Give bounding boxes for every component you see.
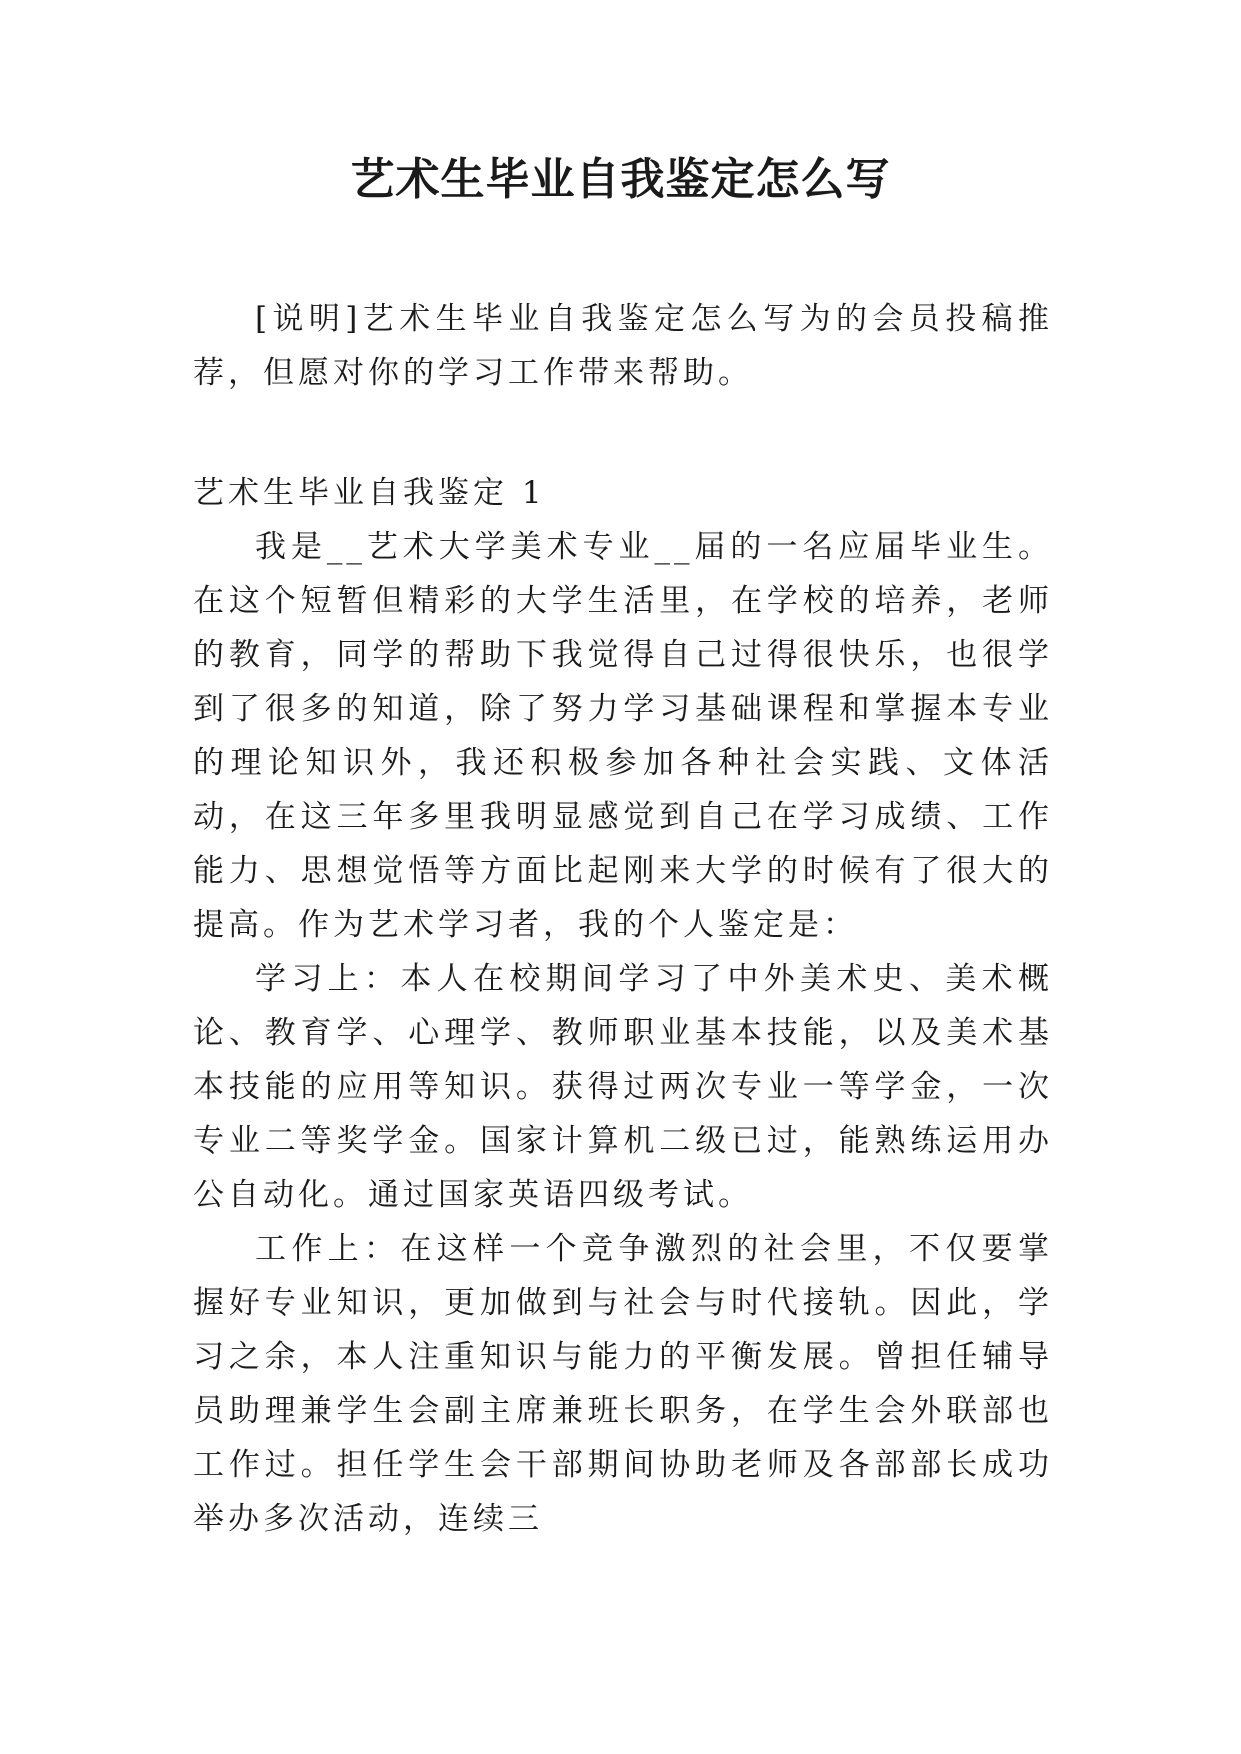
content-block — [193, 466, 1053, 1546]
body-paragraph-2: 学习上：本人在校期间学习了中外美术史、美术概论、教育学、心理学、教师职业基本技能，以及美术基本技能的应用等知识。获得过两次专业一等学金，一次专业二等奖学金。国家计算机二级已过，能熟练运用办公自动化。通过国家英语四级考试。 — [193, 961, 1053, 1213]
body-paragraph-1: 我是__艺术大学美术专业__届的一名应届毕业生。在这个短暂但精彩的大学生活里，在学校的培养，老师的教育，同学的帮助下我觉得自己过得很快乐，也很学到了很多的知道，除了努力学习基础课程和掌握本专业的理论知识外，我还积极参加各种社会实践、文体活动，在这三年多里我明显感觉到自己在学习成绩、工作能力、思想觉悟等方面比起刚来大学的时候有了很大的提高。作为艺术学习者，我的个人鉴定是： — [193, 529, 1053, 943]
intro-paragraph: [说明]艺术生毕业自我鉴定怎么写为的会员投稿推荐，但愿对你的学习工作带来帮助。 — [193, 301, 1053, 391]
section-heading: 艺术生毕业自我鉴定 1 — [193, 475, 546, 511]
intro-block — [193, 292, 1053, 400]
document-title: 艺术生毕业自我鉴定怎么写 — [350, 154, 891, 205]
body-paragraph-3: 工作上：在这样一个竞争激烈的社会里，不仅要掌握好专业知识，更加做到与社会与时代接轨。因此，学习之余，本人注重知识与能力的平衡发展。曾担任辅导员助理兼学生会副主席兼班长职务，在学生会外联部也工作过。担任学生会干部期间协助老师及各部部长成功举办多次活动，连续三 — [193, 1231, 1053, 1537]
